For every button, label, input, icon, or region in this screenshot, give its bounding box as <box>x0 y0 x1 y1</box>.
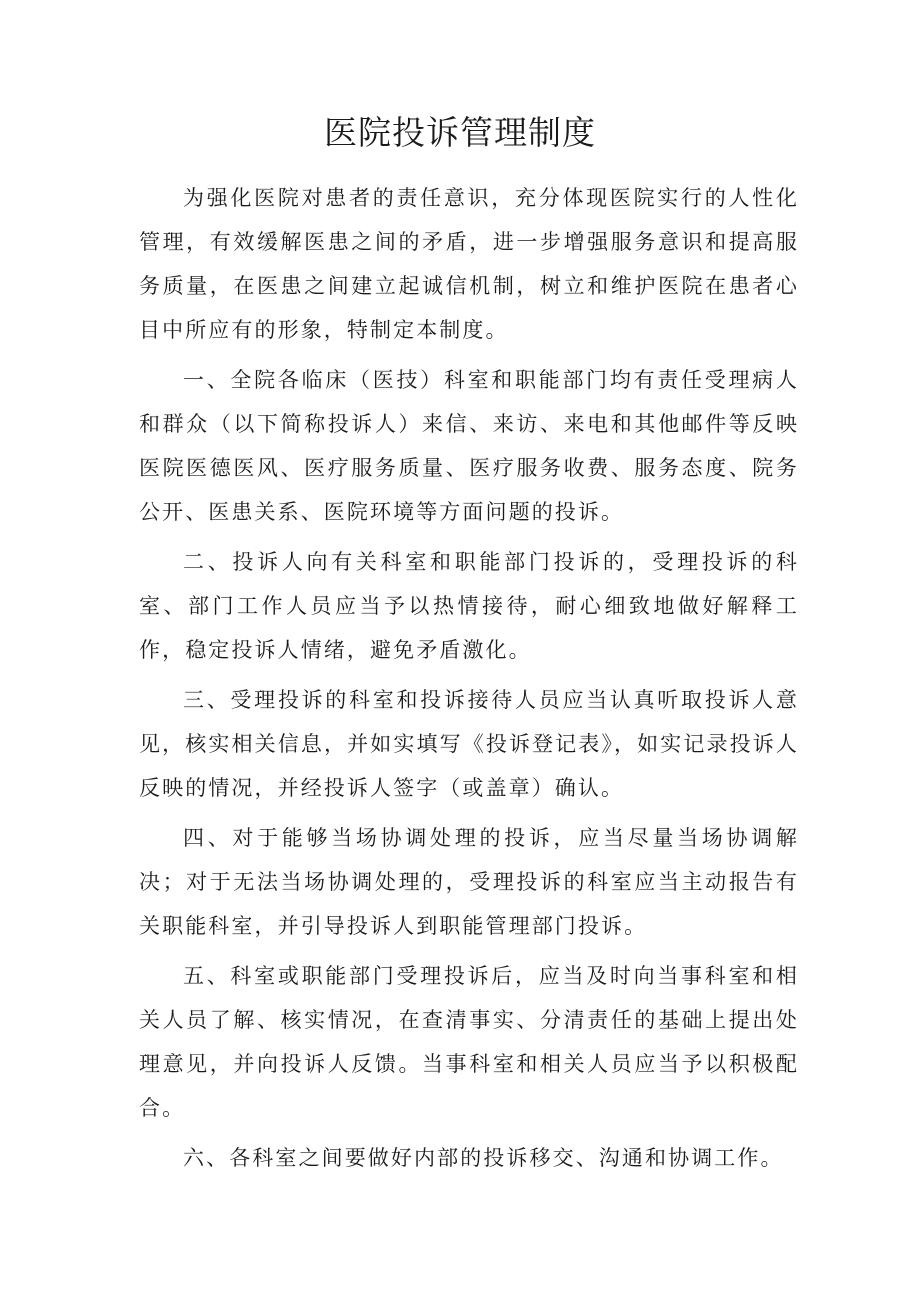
paragraph-clause-1: 一、全院各临床（医技）科室和职能部门均有责任受理病人和群众（以下简称投诉人）来信、来访、来电和其他邮件等反映医院医德医风、医疗服务质量、医疗服务收费、服务态度、院务公开、医患关系、医院环境等方面问题的投诉。 <box>139 368 799 524</box>
document-title: 医院投诉管理制度 <box>324 113 596 152</box>
paragraph-clause-6: 六、各科室之间要做好内部的投诉移交、沟通和协调工作。 <box>183 1146 784 1170</box>
paragraph-clause-4: 四、对于能够当场协调处理的投诉，应当尽量当场协调解决；对于无法当场协调处理的，受理投诉的科室应当主动报告有关职能科室，并引导投诉人到职能管理部门投诉。 <box>139 826 799 938</box>
document-body <box>139 176 799 1186</box>
paragraph-clause-5: 五、科室或职能部门受理投诉后，应当及时向当事科室和相关人员了解、核实情况，在查清事实、分清责任的基础上提出处理意见，并向投诉人反馈。当事科室和相关人员应当予以积极配合。 <box>139 964 799 1120</box>
paragraph-clause-2: 二、投诉人向有关科室和职能部门投诉的，受理投诉的科室、部门工作人员应当予以热情接待，耐心细致地做好解释工作，稳定投诉人情绪，避免矛盾激化。 <box>139 550 799 662</box>
paragraph-intro: 为强化医院对患者的责任意识，充分体现医院实行的人性化管理，有效缓解医患之间的矛盾，进一步增强服务意识和提高服务质量，在医患之间建立起诚信机制，树立和维护医院在患者心目中所应有的形象，特制定本制度。 <box>139 186 799 342</box>
paragraph-clause-3: 三、受理投诉的科室和投诉接待人员应当认真听取投诉人意见，核实相关信息，并如实填写《投诉登记表》，如实记录投诉人反映的情况，并经投诉人签字（或盖章）确认。 <box>139 688 799 800</box>
